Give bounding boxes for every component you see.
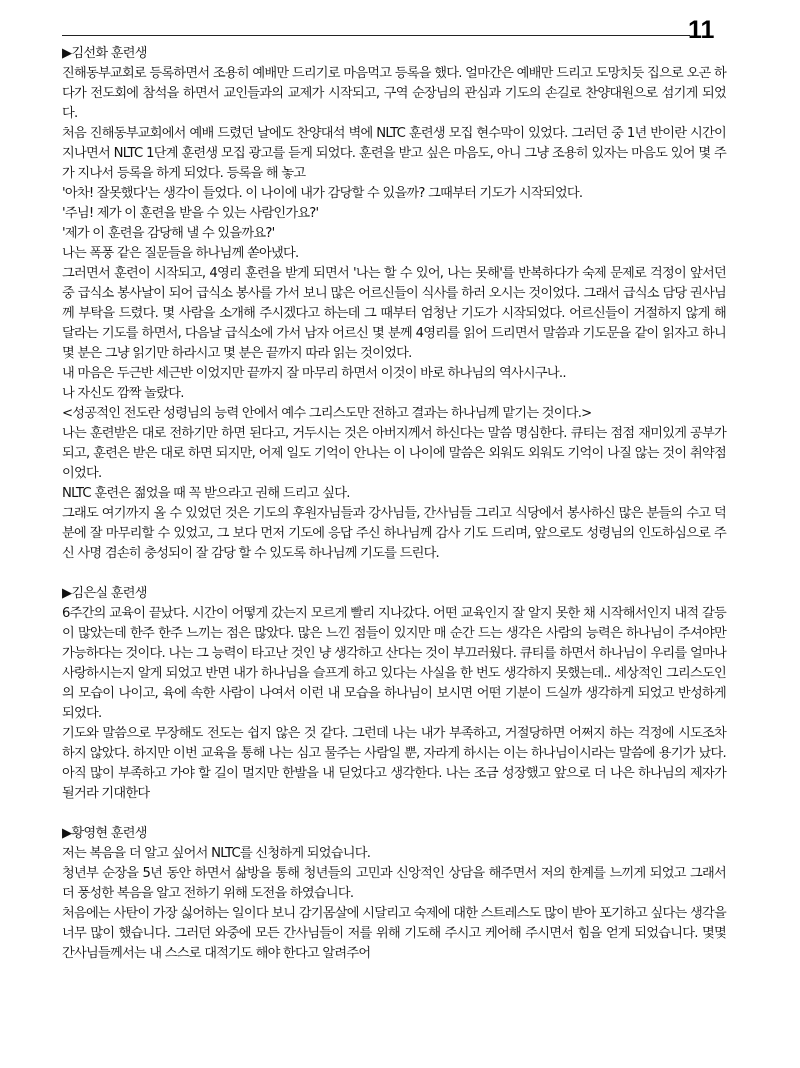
section-heading: ▶김은실 훈련생: [62, 586, 147, 601]
header-rule: [62, 35, 690, 36]
paragraph: 나 자신도 깜짝 놀랐다.: [62, 386, 184, 401]
paragraph: '주님! 제가 이 훈련을 받을 수 있는 사람인가요?': [62, 206, 319, 221]
paragraph: <성공적인 전도란 성령님의 능력 안에서 예수 그리스도만 전하고 결과는 하나님께 맡기는 것이다.>: [62, 406, 592, 421]
paragraph: 청년부 순장을 5년 동안 하면서 삶방을 통해 청년들의 고민과 신앙적인 상담을 해주면서 저의 한계를 느끼게 되었고 그래서 더 풍성한 복음을 알고 전하기 위해 도전을 하였습니다.: [62, 866, 726, 901]
paragraph: 내 마음은 두근반 세근반 이었지만 끝까지 잘 마무리 하면서 이것이 바로 하나님의 역사시구나..: [62, 366, 566, 381]
paragraph: 기도와 말씀으로 무장해도 전도는 쉽지 않은 것 같다. 그런데 나는 내가 부족하고, 거절당하면 어쩌지 하는 걱정에 시도조차 하지 않았다. 하지만 이번 교육을 통해 나는 심고 물주는 사람일 뿐, 자라게 하시는 이는 하나님이시라는 말씀에 용기가 났다. 아직 많이 부족하고 가야 할 길이 멀지만 한발을 내 딛었다고 생각한다. 나는 조금 성장했고 앞으로 더 나은 하나님의 제자가 될거라 기대한다: [62, 726, 726, 801]
paragraph: 처음에는 사탄이 가장 싫어하는 일이다 보니 감기몸살에 시달리고 숙제에 대한 스트레스도 많이 받아 포기하고 싶다는 생각을 너무 많이 했습니다. 그러던 와중에 모든 간사님들이 저를 위해 기도해 주시고 케어해 주시면서 힘을 얻게 되었습니다. 몇몇 간사님들께서는 내 스스로 대적기도 해야 한다고 알려주어: [62, 906, 726, 961]
paragraph: 그래도 여기까지 올 수 있었던 것은 기도의 후원자님들과 강사님들, 간사님들 그리고 식당에서 봉사하신 많은 분들의 수고 덕분에 잘 마무리할 수 있었고, 그 보다 먼저 기도에 응답 주신 하나님께 감사 기도 드리며, 앞으로도 성령님의 인도하심으로 주신 사명 겸손히 충성되이 잘 감당 할 수 있도록 하나님께 기도를 드린다.: [62, 506, 726, 561]
testimony-hwang-younghyun: [62, 824, 726, 964]
paragraph: '제가 이 훈련을 감당해 낼 수 있을까요?': [62, 226, 275, 241]
paragraph: 처음 진해동부교회에서 예배 드렸던 날에도 찬양대석 벽에 NLTC 훈련생 모집 현수막이 있었다. 그러던 중 1년 반이란 시간이 지나면서 NLTC 1단계 훈련생 모집 광고를 듣게 되었다. 훈련을 받고 싶은 마음도, 아니 그냥 조용히 있자는 마음도 있어 몇 주가 지나서 등록을 하게 되었다. 등록을 해 놓고: [62, 126, 726, 181]
page-body: [62, 44, 726, 984]
paragraph: 진해동부교회로 등록하면서 조용히 예배만 드리기로 마음먹고 등록을 했다. 얼마간은 예배만 드리고 도망치듯 집으로 오곤 하다가 전도회에 참석을 하면서 교인들과의 교제가 시작되고, 구역 순장님의 관심과 기도의 손길로 찬양대원으로 섬기게 되었다.: [62, 66, 726, 121]
paragraph: 그러면서 훈련이 시작되고, 4영리 훈련을 받게 되면서 '나는 할 수 있어, 나는 못해'를 반복하다가 숙제 문제로 걱정이 앞서던 중 급식소 봉사날이 되어 급식소 봉사를 가서 보니 많은 어르신들이 식사를 하러 오시는 것이었다. 그래서 급식소 담당 권사님께 부탁을 드렸다. 몇 사람을 소개해 주시겠다고 하는데 그 때부터 엄청난 기도가 시작되었다. 어르신들이 거절하지 않게 해 달라는 기도를 하면서, 다음날 급식소에 가서 남자 어르신 몇 분께 4영리를 읽어 드리면서 말씀과 기도문을 같이 읽자고 하니 몇 분은 그냥 읽기만 하라시고 몇 분은 끝까지 따라 읽는 것이었다.: [62, 266, 726, 361]
testimony-kim-eunsil: [62, 584, 726, 804]
testimony-kim-seonhwa: [62, 44, 726, 564]
page-number: 11: [688, 16, 715, 44]
section-heading: ▶김선화 훈련생: [62, 46, 147, 61]
paragraph: 6주간의 교육이 끝났다. 시간이 어떻게 갔는지 모르게 빨리 지나갔다. 어떤 교육인지 잘 알지 못한 채 시작해서인지 내적 갈등이 많았는데 한주 한주 느끼는 점은 많았다. 많은 느낀 점들이 있지만 매 순간 드는 생각은 사람의 능력은 하나님이 주셔야만 가능하다는 것이다. 나는 그 능력이 타고난 것인 냥 생각하고 산다는 것이 부끄러웠다. 큐티를 하면서 하나님이 우리를 얼마나 사랑하시는지 알게 되었고 반면 내가 하나님을 슬프게 하고 있다는 사실을 한 번도 생각하지 못했는데.. 세상적인 그리스도인의 모습이 나이고, 육에 속한 사람이 나여서 이런 내 모습을 하나님이 보시면 어떤 기분이 드실까 생각하게 되었고 반성하게 되었다.: [62, 606, 726, 721]
section-heading: ▶황영현 훈련생: [62, 826, 147, 841]
paragraph: NLTC 훈련은 젊었을 때 꼭 받으라고 권해 드리고 싶다.: [62, 486, 350, 501]
paragraph: 나는 폭풍 같은 질문들을 하나님께 쏟아냈다.: [62, 246, 299, 261]
paragraph: 저는 복음을 더 알고 싶어서 NLTC를 신청하게 되었습니다.: [62, 846, 371, 861]
paragraph: '아차! 잘못했다'는 생각이 들었다. 이 나이에 내가 감당할 수 있을까? 그때부터 기도가 시작되었다.: [62, 186, 583, 201]
paragraph: 나는 훈련받은 대로 전하기만 하면 된다고, 거두시는 것은 아버지께서 하신다는 말씀 명심한다. 큐티는 점점 재미있게 공부가 되고, 훈련은 받은 대로 하면 되지만, 어제 일도 기억이 안나는 이 나이에 말씀은 외워도 외워도 기억이 나질 않는 것이 취약점이었다.: [62, 426, 726, 481]
